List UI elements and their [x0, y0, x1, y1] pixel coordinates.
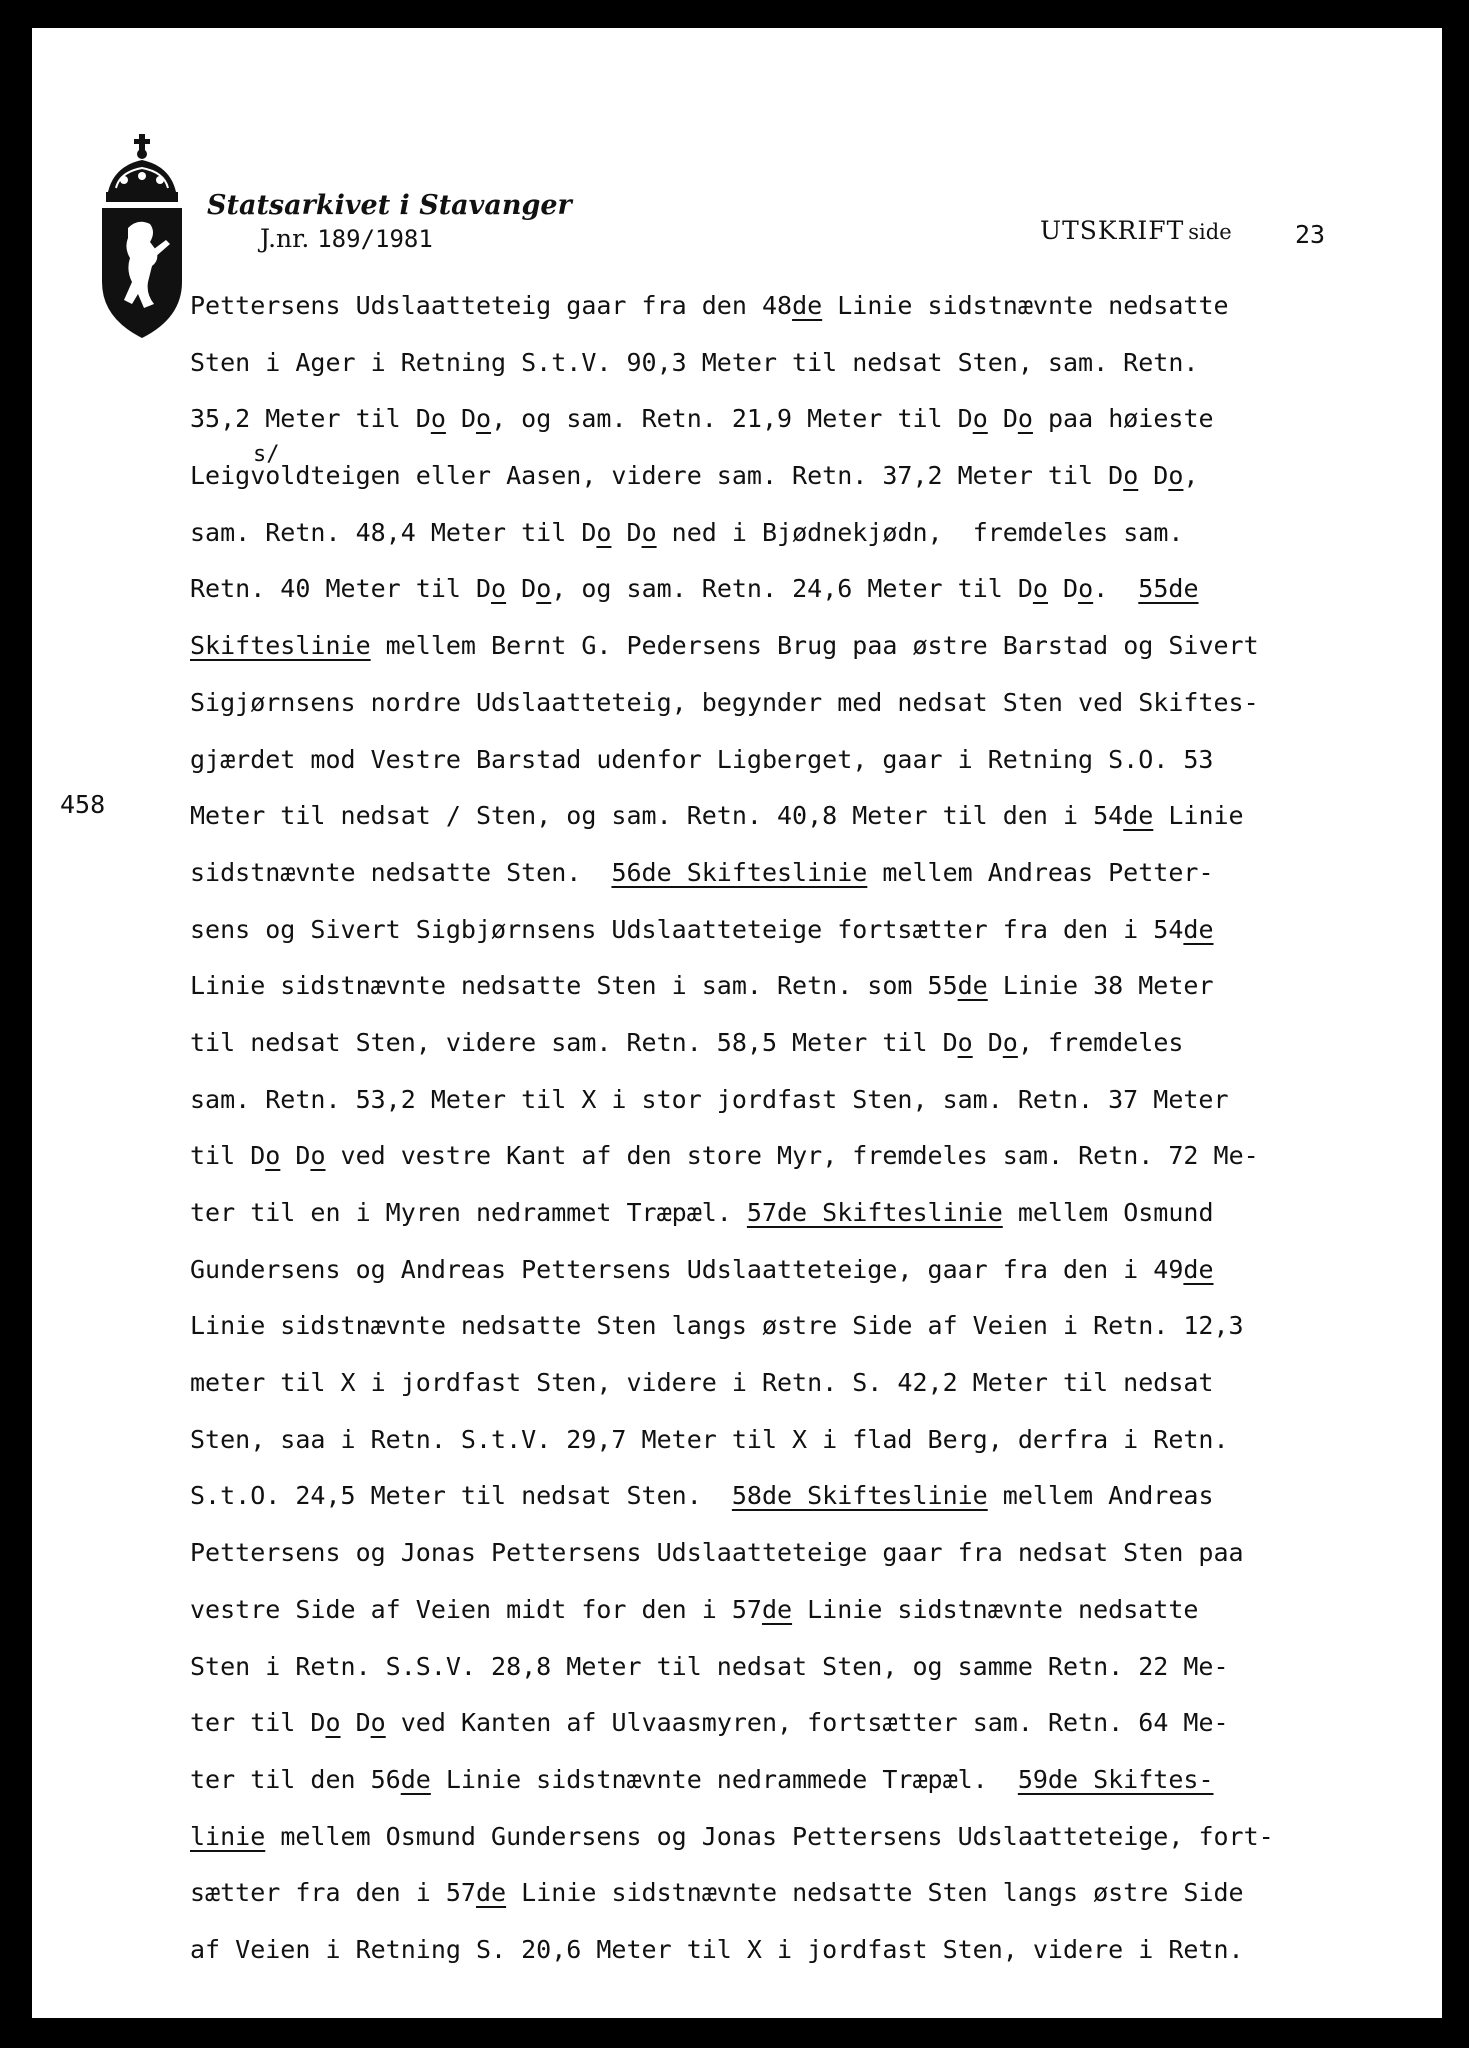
text-segment: sens og Sivert Sigbjørnsens Udslaatteteige fortsætter fra den i 54 — [190, 914, 1184, 944]
text-segment: gjærdet mod Vestre Barstad udenfor Ligberget, gaar i Retning S.O. 53 — [190, 744, 1214, 774]
text-segment: D — [280, 1141, 311, 1171]
text-segment: vestre Side af Veien midt for den i 57 — [190, 1594, 762, 1624]
underlined-text: o — [972, 404, 988, 434]
text-segment: mellem Andreas — [987, 1481, 1214, 1511]
underlined-text: de — [475, 1878, 507, 1908]
underlined-text: o — [1078, 574, 1094, 604]
underlined-text: de — [761, 1594, 793, 1624]
underlined-text: o — [476, 404, 492, 434]
text-segment: D — [340, 1708, 371, 1738]
transcript-body — [190, 278, 1440, 1979]
text-line — [190, 1298, 1440, 1355]
utskrift-text: UTSKRIFT — [1040, 216, 1185, 245]
underlined-text: o — [536, 574, 552, 604]
text-segment: mellem Osmund Gundersens og Jonas Pettersens Udslaatteteige, fort- — [265, 1821, 1274, 1851]
underlined-text: 57de Skifteslinie — [746, 1198, 1003, 1227]
text-segment: Linie sidstnævnte nedsatte Sten i sam. Retn. som 55 — [190, 971, 958, 1001]
text-segment: Linie sidstnævnte nedsatte — [822, 291, 1229, 320]
text-segment: Sigjørnsens nordre Udslaatteteig, begynder med nedsat Sten ved Skiftes- — [190, 687, 1259, 717]
text-line — [190, 1072, 1440, 1129]
text-line — [190, 845, 1440, 902]
text-segment: D — [987, 404, 1018, 434]
text-segment: Pettersens og Jonas Pettersens Udslaatteteige gaar fra nedsat Sten paa — [190, 1538, 1244, 1568]
text-segment: til D — [190, 1141, 266, 1171]
text-segment: ned i Bjødnekjødn, fremdeles sam. — [656, 517, 1184, 547]
text-segment: D — [1138, 461, 1169, 491]
text-line — [190, 1525, 1440, 1582]
underlined-text: o — [491, 574, 507, 604]
text-segment: Gundersens og Andreas Pettersens Udslaatteteige, gaar fra den i 49 — [190, 1254, 1184, 1284]
underlined-text: de — [400, 1764, 431, 1794]
coat-of-arms-icon — [94, 132, 190, 342]
text-segment: til nedsat Sten, videre sam. Retn. 58,5 Meter til D — [190, 1027, 958, 1057]
underlined-text: o — [641, 517, 657, 547]
text-segment: sætter fra den i 57 — [190, 1878, 476, 1908]
underlined-text: de — [957, 971, 988, 1001]
text-segment: Sten, saa i Retn. S.t.V. 29,7 Meter til X i flad Berg, derfra i Retn. — [190, 1424, 1229, 1454]
text-segment: mellem Bernt G. Pedersens Brug paa østre Barstad og Sivert — [370, 631, 1259, 661]
underlined-text: o — [1002, 1027, 1018, 1057]
underlined-text: de — [1183, 914, 1214, 944]
text-segment: Linie 38 Meter — [987, 971, 1214, 1001]
journal-number-label: J.nr. — [260, 224, 310, 253]
text-line — [190, 1468, 1440, 1525]
underlined-text: o — [310, 1141, 326, 1171]
text-line — [190, 1639, 1440, 1696]
text-segment: mellem Osmund — [1002, 1198, 1214, 1227]
underlined-text: 58de Skifteslinie — [731, 1481, 988, 1511]
text-segment: , og sam. Retn. 21,9 Meter til D — [491, 404, 973, 434]
text-segment: Sten i Ager i Retning S.t.V. 90,3 Meter til nedsat Sten, sam. Retn. — [190, 347, 1199, 377]
text-line — [190, 675, 1440, 732]
text-segment: D — [611, 517, 642, 547]
text-line — [190, 1752, 1440, 1809]
text-segment: ter til den 56 — [190, 1764, 401, 1794]
text-line — [190, 1922, 1440, 1979]
text-segment: ved vestre Kant af den store Myr, fremdeles sam. Retn. 72 Me- — [325, 1141, 1259, 1171]
archive-name: Statsarkivet i Stavanger — [207, 190, 572, 221]
text-line — [190, 1865, 1440, 1922]
underlined-text: o — [1017, 404, 1033, 434]
insert-mark: s/ — [253, 442, 280, 467]
text-segment: Pettersens Udslaatteteig gaar fra den 48 — [190, 291, 793, 320]
text-segment: meter til X i jordfast Sten, videre i Retn. S. 42,2 Meter til nedsat — [190, 1368, 1214, 1398]
text-segment: paa høieste — [1032, 404, 1214, 434]
text-line — [190, 448, 1440, 505]
text-line — [190, 1185, 1440, 1242]
journal-number-value: 189/1981 — [317, 225, 433, 253]
underlined-text: o — [325, 1708, 341, 1738]
margin-note: 458 — [60, 790, 106, 819]
utskrift-label — [1040, 216, 1232, 245]
text-line — [190, 1809, 1440, 1866]
text-segment: Linie sidstnævnte nedsatte — [792, 1594, 1199, 1624]
text-line — [190, 732, 1440, 789]
text-segment: sidstnævnte nedsatte Sten. — [190, 857, 612, 887]
underlined-text: o — [1032, 574, 1048, 604]
text-line — [190, 391, 1440, 448]
underlined-text: o — [957, 1027, 973, 1057]
text-segment: ter til en i Myren nedrammet Træpæl. — [190, 1198, 747, 1227]
text-segment: Linie sidstnævnte nedsatte Sten langs østre Side af Veien i Retn. 12,3 — [190, 1311, 1244, 1341]
text-segment: sam. Retn. 53,2 Meter til X i stor jordfast Sten, sam. Retn. 37 Meter — [190, 1084, 1229, 1114]
underlined-text: o — [430, 404, 446, 434]
text-segment: Leigvoldteigen eller Aasen, videre sam. Retn. 37,2 Meter til D — [190, 461, 1124, 491]
text-segment: Linie sidstnævnte nedsatte Sten langs østre Side — [506, 1878, 1244, 1908]
underlined-text: o — [265, 1141, 281, 1171]
text-segment: D — [1047, 574, 1079, 604]
underlined-text: o — [596, 517, 612, 547]
text-segment: Retn. 40 Meter til D — [190, 574, 492, 604]
text-line — [190, 505, 1440, 562]
text-line — [190, 1412, 1440, 1469]
text-line — [190, 278, 1440, 335]
underlined-text: de — [792, 291, 823, 320]
underlined-text: 55de — [1138, 574, 1199, 604]
text-segment: Sten i Retn. S.S.V. 28,8 Meter til nedsat Sten, og samme Retn. 22 Me- — [190, 1651, 1229, 1681]
underlined-text: 59de Skiftes- — [1017, 1764, 1214, 1794]
text-segment: Linie — [1153, 801, 1244, 831]
text-segment: D — [445, 404, 476, 434]
text-line — [190, 902, 1440, 959]
text-segment: . — [1093, 574, 1139, 604]
text-segment: Meter til nedsat / Sten, og sam. Retn. 40,8 Meter til den i 54 — [190, 801, 1124, 831]
side-label: side — [1188, 220, 1232, 244]
page-number: 23 — [1295, 220, 1326, 249]
text-segment: , — [1183, 461, 1199, 491]
text-line — [190, 561, 1440, 618]
text-line — [190, 958, 1440, 1015]
underlined-text: Skifteslinie — [190, 631, 371, 661]
text-segment: 35,2 Meter til D — [190, 404, 431, 434]
text-segment: mellem Andreas Petter- — [867, 857, 1214, 887]
text-line — [190, 788, 1440, 845]
journal-number — [260, 224, 433, 253]
text-segment: Linie sidstnævnte nedrammede Træpæl. — [430, 1764, 1018, 1794]
text-segment: , og sam. Retn. 24,6 Meter til D — [551, 574, 1033, 604]
text-segment: ved Kanten af Ulvaasmyren, fortsætter sam. Retn. 64 Me- — [385, 1708, 1229, 1738]
text-line — [190, 1582, 1440, 1639]
document-page — [32, 28, 1442, 2018]
underlined-text: de — [1183, 1254, 1214, 1284]
text-line — [190, 1015, 1440, 1072]
text-line — [190, 1128, 1440, 1185]
text-line — [190, 1242, 1440, 1299]
text-line — [190, 1695, 1440, 1752]
text-segment: D — [506, 574, 537, 604]
text-line — [190, 1355, 1440, 1412]
text-segment: sam. Retn. 48,4 Meter til D — [190, 517, 597, 547]
underlined-text: de — [1123, 801, 1154, 831]
text-segment: ter til D — [190, 1708, 326, 1738]
underlined-text: linie — [190, 1821, 266, 1851]
underlined-text: o — [1168, 461, 1184, 491]
underlined-text: 56de Skifteslinie — [611, 857, 868, 887]
text-segment: S.t.O. 24,5 Meter til nedsat Sten. — [190, 1481, 732, 1511]
text-segment: D — [972, 1027, 1003, 1057]
underlined-text: o — [370, 1708, 386, 1738]
text-line — [190, 335, 1440, 392]
text-segment: af Veien i Retning S. 20,6 Meter til X i jordfast Sten, videre i Retn. — [190, 1934, 1244, 1964]
text-line — [190, 618, 1440, 675]
underlined-text: o — [1123, 461, 1139, 491]
text-segment: , fremdeles — [1017, 1027, 1184, 1057]
